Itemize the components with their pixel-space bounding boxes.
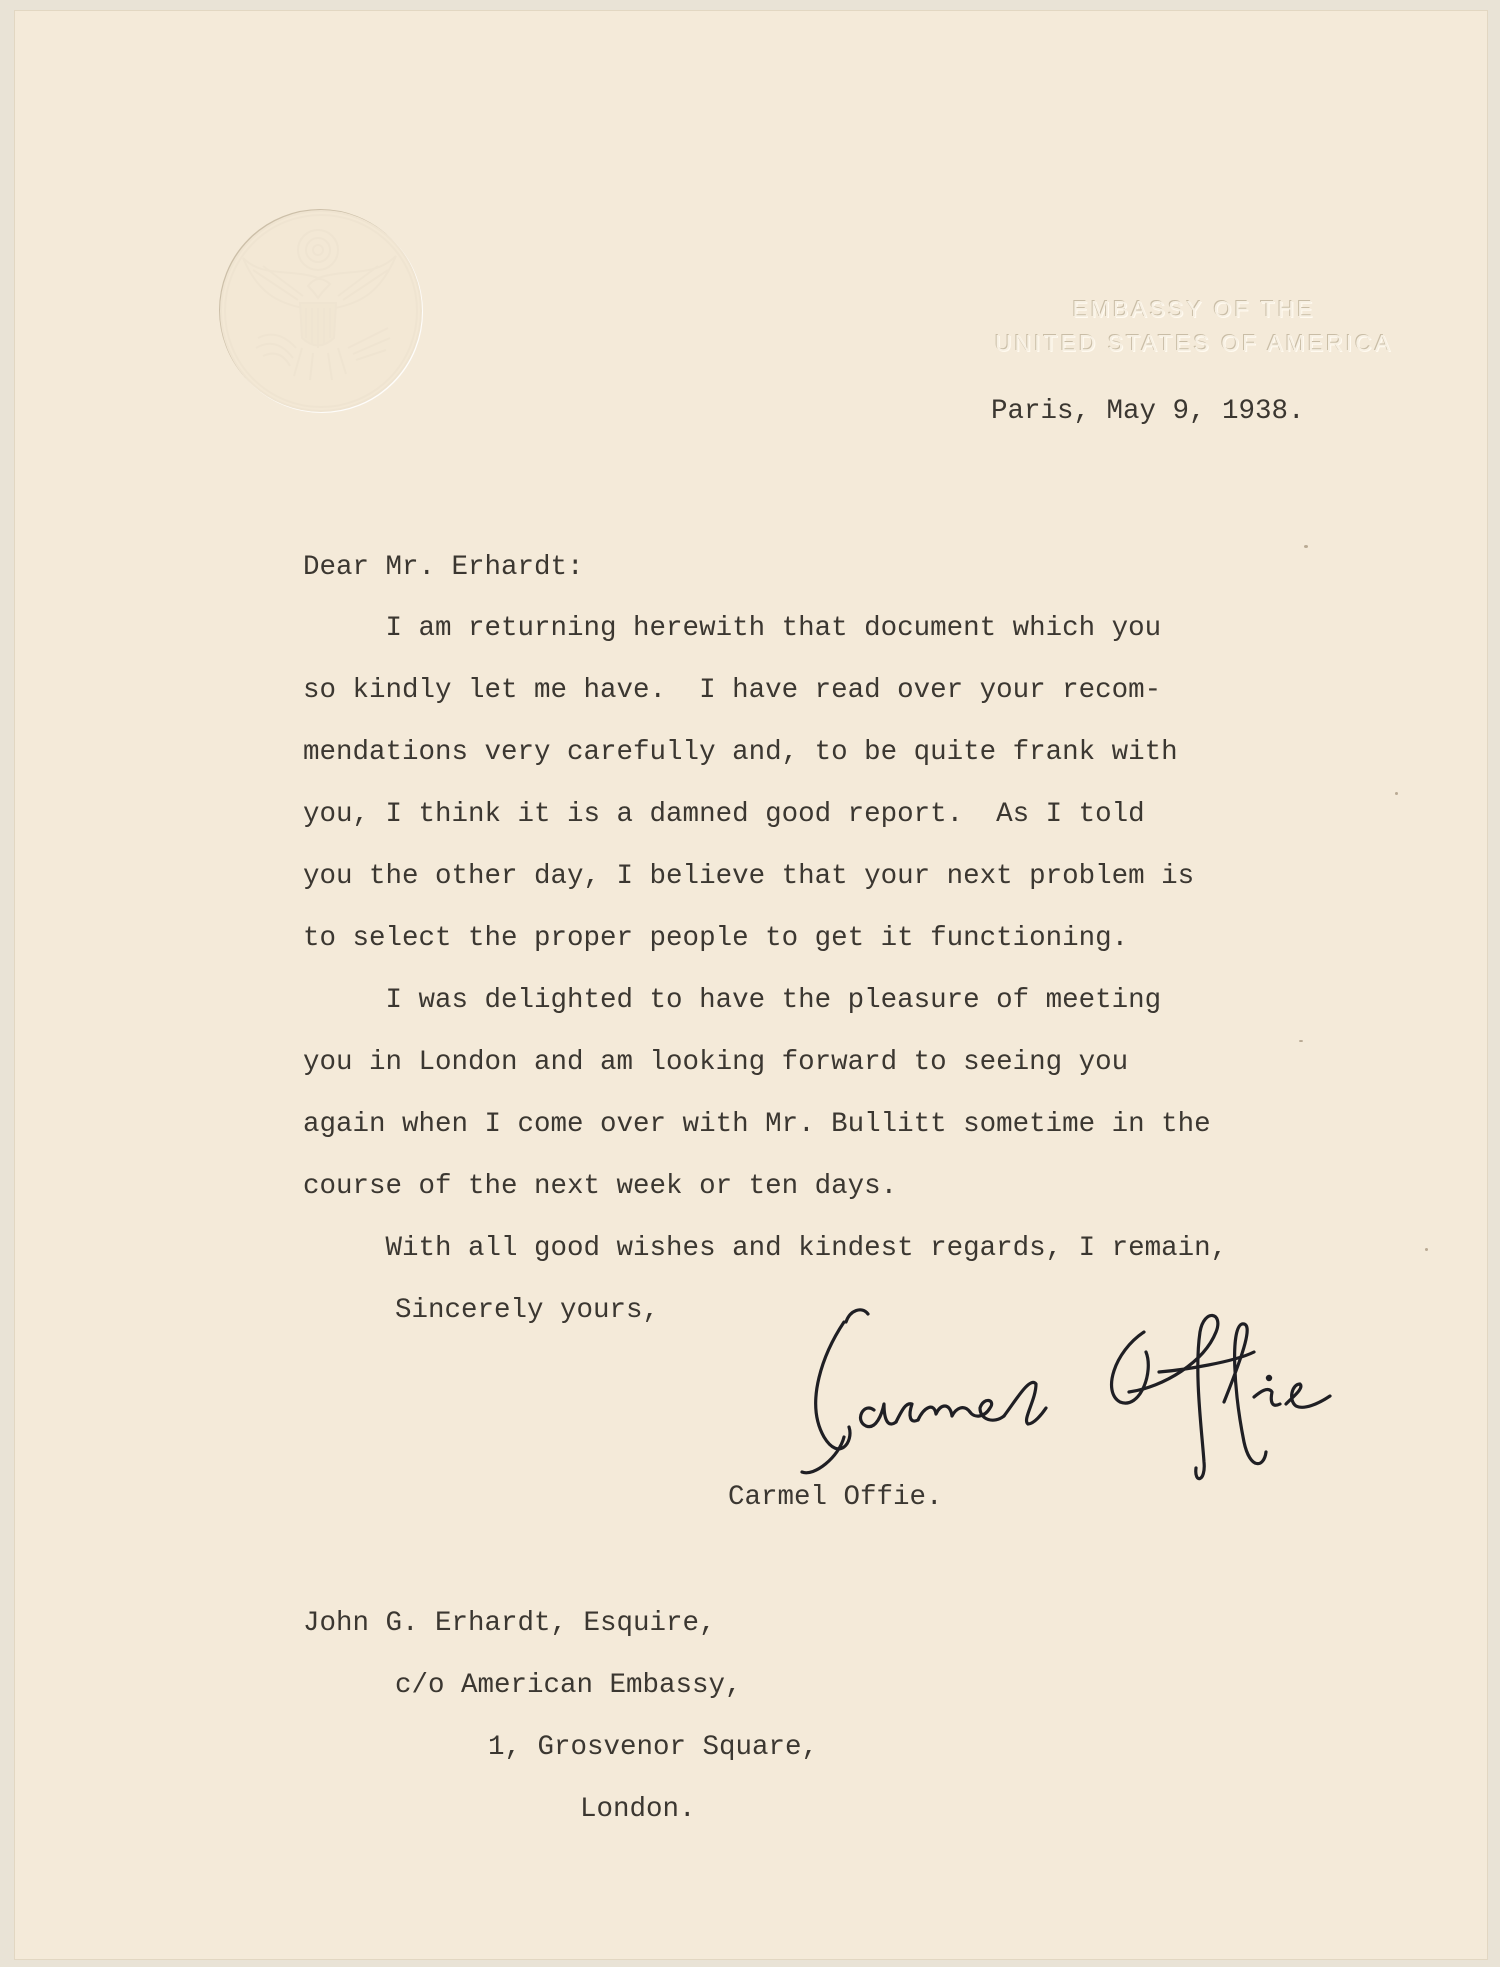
letterhead [974, 292, 1414, 360]
handwritten-signature [784, 1292, 1344, 1492]
paper-speck [1425, 1248, 1428, 1251]
closing: Sincerely yours, [395, 1295, 660, 1326]
address-line: 1, Grosvenor Square, [488, 1732, 819, 1763]
paper-speck [1299, 1040, 1303, 1042]
body-line: course of the next week or ten days. [303, 1171, 898, 1202]
body-line: to select the proper people to get it functioning. [303, 923, 1129, 954]
address-line: c/o American Embassy, [395, 1670, 742, 1701]
body-line: mendations very carefully and, to be quite frank with [303, 737, 1178, 768]
body-line: you the other day, I believe that your next problem is [303, 861, 1195, 892]
salutation: Dear Mr. Erhardt: [303, 552, 584, 583]
body-line: you, I think it is a damned good report. As I told [303, 799, 1145, 830]
body-line: With all good wishes and kindest regards, I remain, [303, 1233, 1228, 1264]
body-line: I was delighted to have the pleasure of meeting [303, 985, 1162, 1016]
typed-signatory-name: Carmel Offie. [728, 1482, 943, 1513]
letterhead-line-1: EMBASSY OF THE [1072, 296, 1316, 322]
body-line: I am returning herewith that document which you [303, 613, 1162, 644]
letterhead-line-2: UNITED STATES OF AMERICA [994, 330, 1394, 356]
paper-speck [1304, 545, 1308, 548]
body-line: so kindly let me have. I have read over your recom- [303, 675, 1162, 706]
body-line: you in London and am looking forward to seeing you [303, 1047, 1129, 1078]
address-line: London. [580, 1794, 696, 1825]
paper-speck [1395, 792, 1398, 795]
address-line: John G. Erhardt, Esquire, [303, 1608, 716, 1639]
letter-page [14, 10, 1488, 1960]
body-line: again when I come over with Mr. Bullitt sometime in the [303, 1109, 1211, 1140]
letter-date: Paris, May 9, 1938. [991, 396, 1305, 427]
embossed-seal-icon [218, 208, 424, 414]
